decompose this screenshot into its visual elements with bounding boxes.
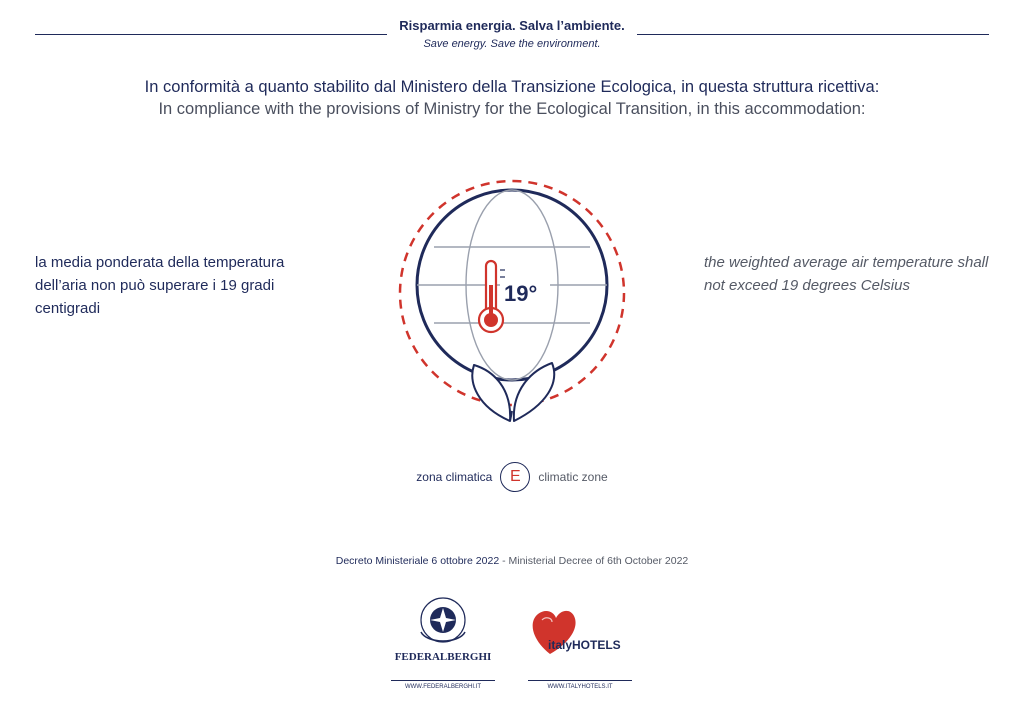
- climatic-zone: [0, 463, 1024, 491]
- federalberghi-name: FEDERALBERGHI: [394, 651, 492, 663]
- zone-label-en: climatic zone: [538, 470, 608, 484]
- rule-text-it: la media ponderata della temperatura dell’aria non può superare i 19 gradi centigradi: [35, 254, 285, 317]
- decree-text-it: Decreto Ministeriale 6 ottobre 2022: [335, 555, 500, 567]
- federalberghi-logo: [391, 592, 495, 690]
- thermometer-globe-leaf-icon: [390, 175, 634, 425]
- intro-text-it: In conformità a quanto stabilito dal Ministero della Transizione Ecologica, in questa struttura ricettiva:: [144, 78, 880, 96]
- header-title-en: Save energy. Save the environment.: [423, 38, 601, 50]
- header-rule-left: [35, 34, 387, 35]
- federalberghi-emblem-icon: [391, 592, 495, 668]
- header-title-it: Risparmia energia. Salva l’ambiente.: [399, 18, 625, 33]
- italyhotels-heart-icon: [528, 592, 632, 668]
- italyhotels-logo: [528, 592, 632, 690]
- italyhotels-url: WWW.ITALYHOTELS.IT: [528, 680, 632, 690]
- decree-text-en: Ministerial Decree of 6th October 2022: [508, 555, 689, 567]
- rule-text-en: the weighted average air temperature shall not exceed 19 degrees Celsius: [704, 254, 989, 294]
- zone-badge: E: [500, 462, 530, 492]
- temperature-label: 19°: [504, 281, 538, 306]
- decree-line: [0, 555, 1024, 567]
- federalberghi-url: WWW.FEDERALBERGHI.IT: [391, 680, 495, 690]
- header-rule-right: [637, 34, 989, 35]
- decree-separator: -: [499, 555, 509, 567]
- zone-label-it: zona climatica: [416, 470, 493, 484]
- intro-text-en: In compliance with the provisions of Ministry for the Ecological Transition, in this accommodation:: [158, 100, 866, 118]
- italyhotels-name: italyHOTELS: [548, 638, 621, 652]
